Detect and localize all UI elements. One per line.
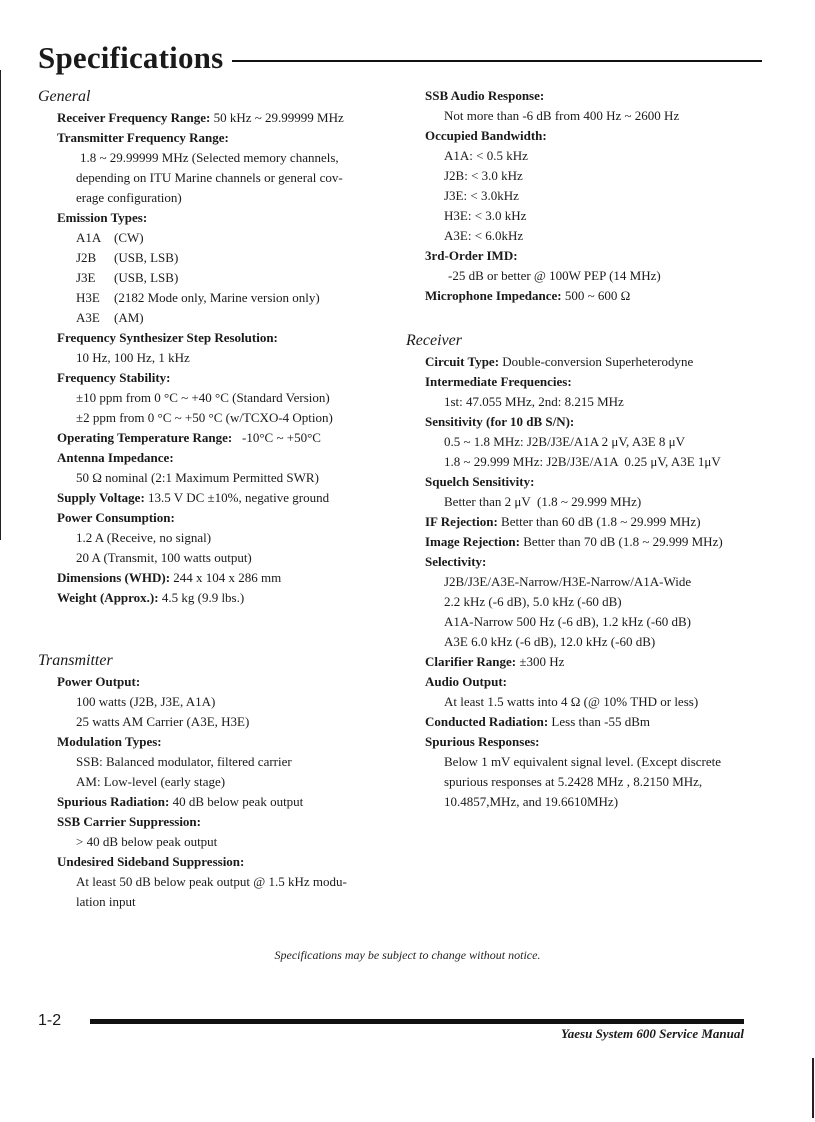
spec-label: Circuit Type: [425, 354, 500, 369]
spec-label: Power Output: [57, 674, 141, 689]
spurious-radiation [57, 792, 383, 812]
power-consumption [57, 508, 383, 568]
title-rule [232, 60, 762, 62]
spec-value: Better than 60 dB (1.8 ~ 29.999 MHz) [497, 514, 701, 529]
spec-label: Emission Types: [57, 210, 148, 225]
spec-label: Antenna Impedance: [57, 450, 174, 465]
spec-label: Supply Voltage: [57, 490, 145, 505]
intermediate-frequencies [425, 372, 766, 412]
clarifier-range [425, 652, 766, 672]
emission-row [76, 248, 383, 268]
spec-value-line: 25 watts AM Carrier (A3E, H3E) [76, 714, 250, 729]
spec-label: Squelch Sensitivity: [425, 474, 535, 489]
spec-value: Less than -55 dBm [548, 714, 650, 729]
spec-label: SSB Audio Response: [425, 88, 545, 103]
spec-label: Sensitivity (for 10 dB S/N): [425, 414, 575, 429]
spec-value-line: H3E: < 3.0 kHz [444, 208, 527, 223]
spec-value: 40 dB below peak output [169, 794, 304, 809]
spec-value: -10°C ~ +50°C [232, 430, 321, 445]
transmitter-section [38, 650, 383, 912]
spec-value-line: 2.2 kHz (-6 dB), 5.0 kHz (-60 dB) [444, 594, 622, 609]
spec-value-line: 0.5 ~ 1.8 MHz: J2B/J3E/A1A 2 μV, A3E 8 μV [444, 434, 686, 449]
spec-value-line: A1A-Narrow 500 Hz (-6 dB), 1.2 kHz (-60 dB) [444, 614, 691, 629]
spec-value-line: J2B/J3E/A3E-Narrow/H3E-Narrow/A1A-Wide [444, 574, 692, 589]
spec-value: 10 Hz, 100 Hz, 1 kHz [76, 350, 190, 365]
spec-value: 500 ~ 600 Ω [561, 288, 631, 303]
receiver-section [406, 330, 766, 812]
spurious-responses [425, 732, 766, 812]
section-spacer [406, 306, 766, 330]
spec-label: Receiver Frequency Range: [57, 110, 211, 125]
spec-value: 244 x 104 x 286 mm [170, 570, 282, 585]
step-resolution [57, 328, 383, 368]
spec-label: Weight (Approx.): [57, 590, 159, 605]
spec-value-line: 20 A (Transmit, 100 watts output) [76, 550, 252, 565]
spec-value-line: depending on ITU Marine channels or general cov- [76, 170, 343, 185]
page-title: Specifications [38, 40, 224, 75]
transmitter-heading: Transmitter [38, 652, 113, 669]
emission-desc: (AM) [114, 310, 144, 325]
spec-value: > 40 dB below peak output [76, 834, 218, 849]
general-heading: General [38, 88, 91, 105]
spec-value: 50 kHz ~ 29.99999 MHz [210, 110, 344, 125]
spec-value-line: erage configuration) [76, 190, 182, 205]
microphone-impedance [425, 286, 766, 306]
spec-label: SSB Carrier Suppression: [57, 814, 201, 829]
emission-types [57, 208, 383, 328]
ssb-audio-response [425, 86, 766, 126]
section-spacer [38, 608, 383, 650]
spec-value: 50 Ω nominal (2:1 Maximum Permitted SWR) [76, 470, 319, 485]
supply-voltage [57, 488, 383, 508]
emission-code: J2B [76, 250, 97, 265]
dimensions [57, 568, 383, 588]
modulation-types [57, 732, 383, 792]
receiver-heading: Receiver [406, 332, 462, 349]
footer-rule [90, 1019, 744, 1024]
receiver-frequency-range [57, 108, 383, 128]
emission-row [76, 288, 383, 308]
spec-value-line: ±10 ppm from 0 °C ~ +40 °C (Standard Version) [76, 390, 330, 405]
scan-edge-line [812, 1058, 814, 1118]
spec-label: 3rd-Order IMD: [425, 248, 518, 263]
emission-desc: (USB, LSB) [114, 250, 179, 265]
scan-edge-line [0, 70, 1, 540]
spec-value-line: ±2 ppm from 0 °C ~ +50 °C (w/TCXO-4 Option) [76, 410, 333, 425]
spec-value-line: SSB: Balanced modulator, filtered carrier [76, 754, 292, 769]
spec-value: Better than 2 μV (1.8 ~ 29.999 MHz) [444, 494, 642, 509]
spec-label: Power Consumption: [57, 510, 175, 525]
spec-label: Transmitter Frequency Range: [57, 130, 229, 145]
spec-value-line: A1A: < 0.5 kHz [444, 148, 528, 163]
conducted-radiation [425, 712, 766, 732]
spec-value-line: J2B: < 3.0 kHz [444, 168, 523, 183]
operating-temperature [57, 428, 383, 448]
spec-value-line: J3E: < 3.0kHz [444, 188, 519, 203]
emission-desc: (USB, LSB) [114, 270, 179, 285]
power-output [57, 672, 383, 732]
spec-label: Frequency Synthesizer Step Resolution: [57, 330, 278, 345]
footnote: Specifications may be subject to change without notice. [274, 948, 541, 962]
spec-value: Double-conversion Superheterodyne [499, 354, 694, 369]
left-column [38, 86, 383, 912]
spec-label: Audio Output: [425, 674, 507, 689]
squelch-sensitivity [425, 472, 766, 512]
spec-label: Spurious Radiation: [57, 794, 170, 809]
spec-value-line: 1.2 A (Receive, no signal) [76, 530, 212, 545]
sensitivity [425, 412, 766, 472]
spec-label: Frequency Stability: [57, 370, 171, 385]
selectivity [425, 552, 766, 652]
spec-label: Clarifier Range: [425, 654, 517, 669]
spec-value: Better than 70 dB (1.8 ~ 29.999 MHz) [519, 534, 723, 549]
spec-value: ±300 Hz [516, 654, 565, 669]
emission-code: H3E [76, 290, 100, 305]
spec-value: 13.5 V DC ±10%, negative ground [144, 490, 330, 505]
spec-value-line: A3E: < 6.0kHz [444, 228, 524, 243]
circuit-type [425, 352, 766, 372]
if-rejection [425, 512, 766, 532]
sideband-suppression [57, 852, 383, 912]
weight [57, 588, 383, 608]
spec-label: Intermediate Frequencies: [425, 374, 572, 389]
spec-label: Operating Temperature Range: [57, 430, 233, 445]
emission-row [76, 268, 383, 288]
spec-value-line: Below 1 mV equivalent signal level. (Except discrete [444, 754, 722, 769]
page-number: 1-2 [38, 1012, 62, 1029]
spec-value: 4.5 kg (9.9 lbs.) [158, 590, 245, 605]
third-order-imd [425, 246, 766, 286]
spec-label: Occupied Bandwidth: [425, 128, 547, 143]
carrier-suppression [57, 812, 383, 852]
emission-desc: (2182 Mode only, Marine version only) [114, 290, 320, 305]
spec-value: -25 dB or better @ 100W PEP (14 MHz) [448, 268, 661, 283]
emission-code: J3E [76, 270, 96, 285]
right-column [406, 86, 766, 812]
spec-value-line: 1.8 ~ 29.999 MHz: J2B/J3E/A1A 0.25 μV, A3E 1μV [444, 454, 721, 469]
spec-value-line: 1.8 ~ 29.99999 MHz (Selected memory channels, [80, 150, 339, 165]
spec-label: Dimensions (WHD): [57, 570, 171, 585]
spec-label: Image Rejection: [425, 534, 520, 549]
spec-label: Spurious Responses: [425, 734, 540, 749]
spec-value-line: A3E 6.0 kHz (-6 dB), 12.0 kHz (-60 dB) [444, 634, 656, 649]
spec-value-line: At least 50 dB below peak output @ 1.5 kHz modu- [76, 874, 347, 889]
spec-label: IF Rejection: [425, 514, 498, 529]
spec-value-line: 10.4857,MHz, and 19.6610MHz) [444, 794, 619, 809]
spec-label: Undesired Sideband Suppression: [57, 854, 245, 869]
spec-value-line: spurious responses at 5.2428 MHz , 8.2150 MHz, [444, 774, 703, 789]
emission-code: A1A [76, 230, 102, 245]
spec-label: Selectivity: [425, 554, 487, 569]
transmitter-continued-section [406, 86, 766, 306]
emission-row [76, 228, 383, 248]
audio-output [425, 672, 766, 712]
spec-value: 1st: 47.055 MHz, 2nd: 8.215 MHz [444, 394, 624, 409]
spec-value-line: AM: Low-level (early stage) [76, 774, 226, 789]
emission-row [76, 308, 383, 328]
antenna-impedance [57, 448, 383, 488]
spec-label: Microphone Impedance: [425, 288, 562, 303]
emission-desc: (CW) [114, 230, 144, 245]
spec-value: At least 1.5 watts into 4 Ω (@ 10% THD or less) [444, 694, 699, 709]
manual-title: Yaesu System 600 Service Manual [561, 1026, 744, 1041]
image-rejection [425, 532, 766, 552]
spec-value: Not more than -6 dB from 400 Hz ~ 2600 Hz [444, 108, 680, 123]
spec-label: Conducted Radiation: [425, 714, 549, 729]
general-section [38, 86, 383, 608]
frequency-stability [57, 368, 383, 428]
spec-value-line: lation input [76, 894, 136, 909]
spec-label: Modulation Types: [57, 734, 162, 749]
spec-value-line: 100 watts (J2B, J3E, A1A) [76, 694, 216, 709]
occupied-bandwidth [425, 126, 766, 246]
emission-code: A3E [76, 310, 100, 325]
transmitter-frequency-range [57, 128, 383, 208]
